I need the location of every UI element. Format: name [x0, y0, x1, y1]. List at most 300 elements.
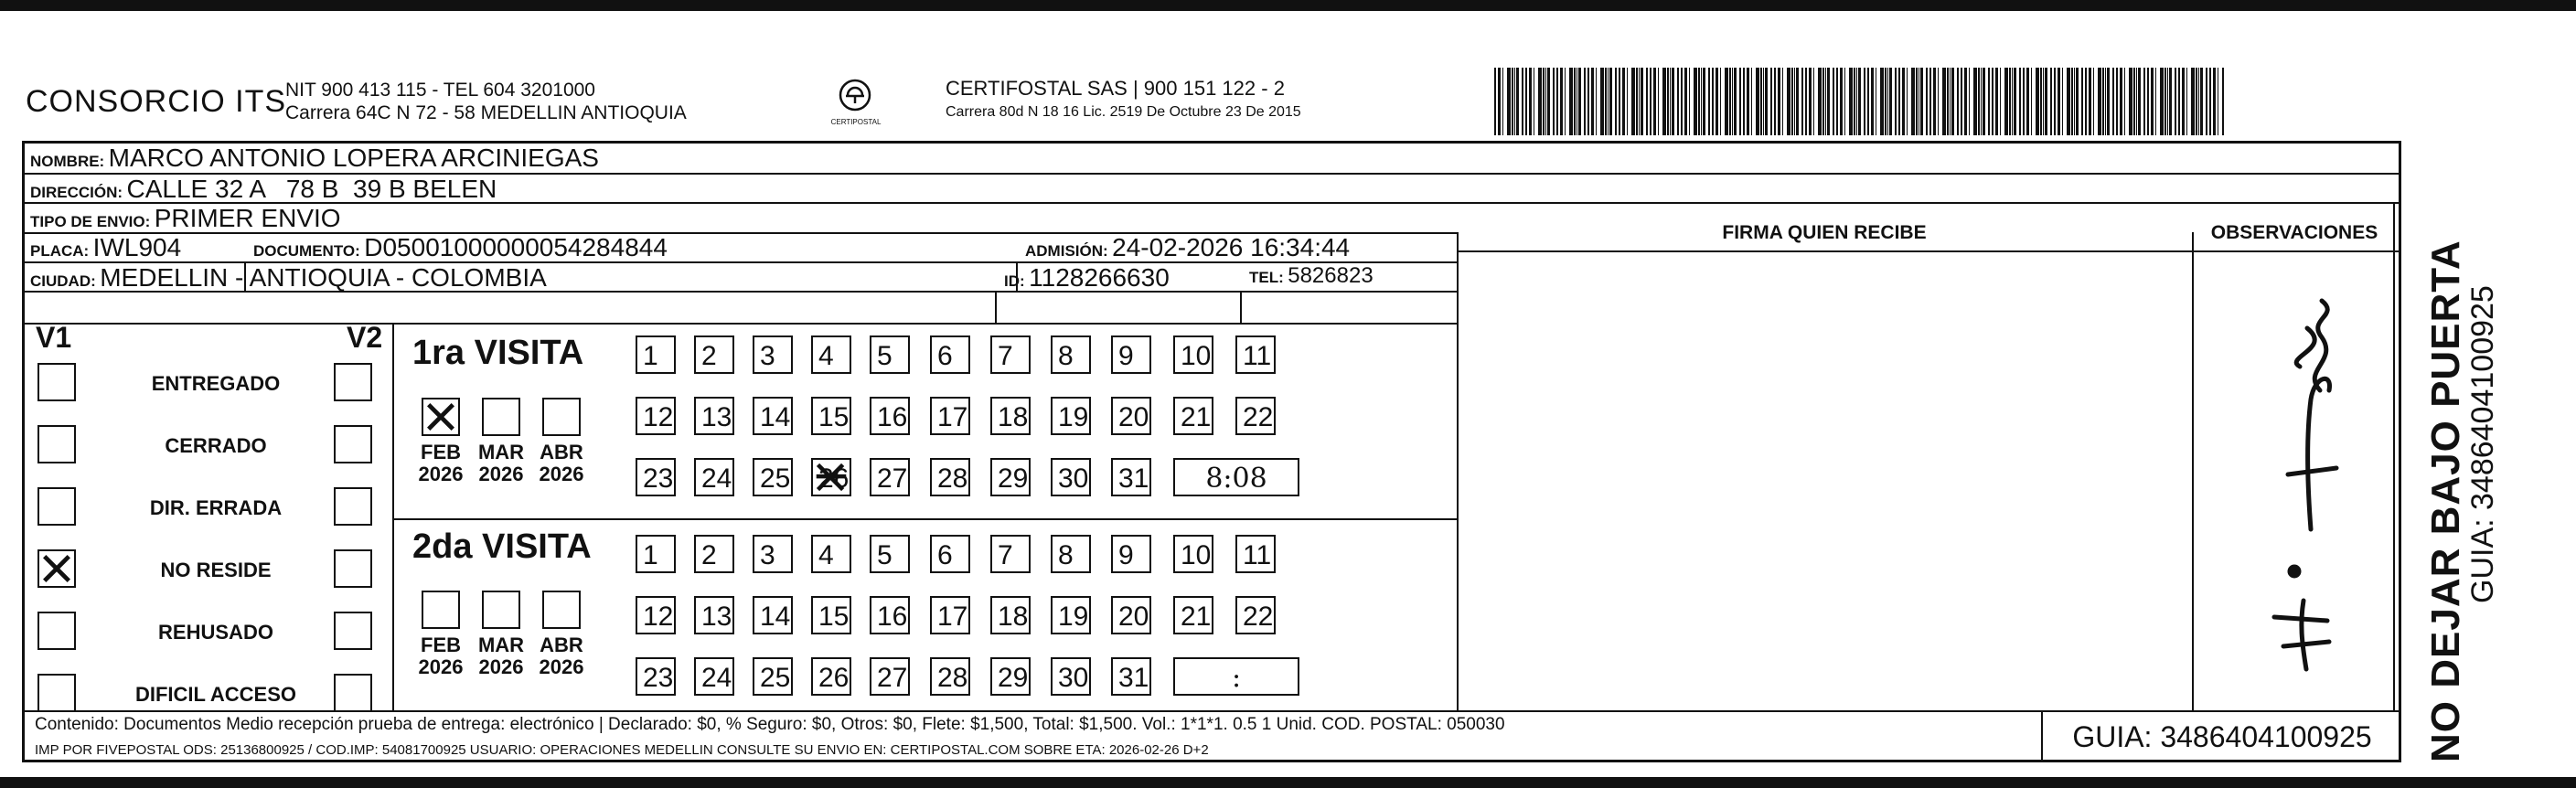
scribble-mark-icon — [813, 460, 850, 495]
barcode-bar — [1712, 68, 1714, 135]
day-number: 8 — [1058, 341, 1074, 371]
day-number: 13 — [701, 402, 732, 432]
day-cell[interactable] — [636, 657, 676, 696]
handwritten-signature — [2219, 281, 2375, 683]
day-number: 31 — [1118, 663, 1149, 693]
barcode-bar — [1938, 68, 1939, 135]
barcode-bar — [1961, 68, 1962, 135]
barcode-bar — [2120, 68, 2122, 135]
day-cell[interactable] — [1051, 458, 1091, 496]
day-number: 24 — [701, 463, 732, 494]
barcode-bar — [1694, 68, 1697, 135]
day-number: 5 — [877, 341, 893, 371]
day-cell[interactable] — [1111, 657, 1151, 696]
barcode-bar — [2098, 68, 2101, 135]
month-label: MAR 2026 — [477, 634, 525, 678]
reason-label: NO RESIDE — [160, 559, 272, 581]
v1-checkbox[interactable] — [37, 549, 76, 588]
barcode-bar — [1584, 68, 1586, 135]
day-number: 26 — [818, 663, 850, 693]
barcode-bar — [2102, 68, 2104, 135]
day-number: 28 — [937, 663, 968, 693]
v2-checkbox[interactable] — [334, 612, 372, 650]
barcode-bar — [1898, 68, 1900, 135]
day-cell[interactable] — [1111, 397, 1151, 435]
day-cell[interactable] — [753, 335, 793, 374]
barcode-bar — [1641, 68, 1643, 135]
placa-label: PLACA: — [30, 242, 90, 260]
day-number: 1 — [643, 540, 658, 570]
barcode-bar — [1929, 68, 1931, 135]
barcode-bar — [2206, 68, 2207, 135]
day-cell[interactable] — [1173, 596, 1213, 634]
admision-cell — [1025, 233, 1350, 262]
barcode-bar — [2036, 68, 2039, 135]
day-cell[interactable] — [753, 657, 793, 696]
barcode-bar — [2200, 68, 2203, 135]
barcode-bar — [1689, 68, 1690, 135]
rule — [1240, 291, 1242, 323]
day-cell[interactable] — [990, 535, 1031, 573]
day-number: 8 — [1058, 540, 1074, 570]
nit-line: NIT 900 413 115 - TEL 604 3201000 — [285, 80, 595, 101]
barcode-bar — [1615, 68, 1617, 135]
day-cell[interactable] — [1051, 335, 1091, 374]
barcode-bar — [2026, 68, 2029, 135]
barcode-bar — [1560, 68, 1563, 135]
day-number: 20 — [1118, 402, 1149, 432]
day-number: 17 — [937, 402, 968, 432]
barcode-bar — [2054, 68, 2056, 135]
time-box[interactable] — [1173, 458, 1299, 496]
barcode-bar — [1856, 68, 1857, 135]
day-number: 9 — [1118, 540, 1134, 570]
day-cell[interactable] — [930, 397, 970, 435]
barcode-bar — [1574, 68, 1576, 135]
day-number: 19 — [1058, 402, 1089, 432]
day-cell[interactable] — [1111, 458, 1151, 496]
observaciones-header: OBSERVACIONES — [2210, 222, 2378, 243]
footer-content: Contenido: Documentos Medio recepción prueba de entrega: electrónico | Declarado: $0, % Seguro: $0, Otros: $0, Flete: $1,500, Total: $1,500. Vol.: 1*1*1. 0.5 1 Unid. COD. POSTAL: 050030 — [35, 715, 1505, 734]
day-cell[interactable] — [1051, 596, 1091, 634]
day-cell[interactable] — [753, 535, 793, 573]
day-cell[interactable] — [1235, 535, 1276, 573]
barcode-bar — [1864, 68, 1865, 135]
barcode-bar — [1494, 68, 1496, 135]
placa-cell — [30, 233, 181, 262]
day-number: 3 — [760, 540, 775, 570]
barcode-bar — [1512, 68, 1513, 135]
day-number: 7 — [998, 341, 1013, 371]
barcode-bar — [1608, 68, 1609, 135]
barcode-bar — [1605, 68, 1607, 135]
barcode-bar — [2012, 68, 2013, 135]
day-cell[interactable] — [694, 596, 734, 634]
day-cell[interactable] — [636, 535, 676, 573]
day-cell[interactable] — [1173, 397, 1213, 435]
bottom-border — [0, 777, 2576, 788]
barcode — [1494, 68, 2224, 135]
certipostal-logo-icon — [834, 75, 876, 117]
time-box[interactable] — [1173, 657, 1299, 696]
barcode-bar — [1516, 68, 1519, 135]
day-cell[interactable] — [1173, 535, 1213, 573]
barcode-bar — [1765, 68, 1768, 135]
day-cell[interactable] — [753, 397, 793, 435]
barcode-bar — [1578, 68, 1581, 135]
day-number: 10 — [1181, 540, 1212, 570]
v1-checkbox[interactable] — [37, 674, 76, 712]
barcode-bar — [2178, 68, 2180, 135]
day-number: 26 — [818, 463, 850, 494]
day-number: 12 — [643, 402, 674, 432]
barcode-bar — [1978, 68, 1980, 135]
day-cell[interactable] — [870, 535, 910, 573]
barcode-bar — [2058, 68, 2060, 135]
rule — [25, 323, 1457, 325]
day-cell[interactable] — [990, 335, 1031, 374]
reason-label: DIR. ERRADA — [149, 496, 283, 519]
barcode-bar — [1670, 68, 1671, 135]
barcode-bar — [1926, 68, 1928, 135]
barcode-bar — [2076, 68, 2079, 135]
barcode-bar — [1569, 68, 1573, 135]
day-cell[interactable] — [694, 397, 734, 435]
barcode-bar — [1507, 68, 1511, 135]
barcode-bar — [1751, 68, 1752, 135]
day-number: 31 — [1118, 463, 1149, 494]
day-number: 3 — [760, 341, 775, 371]
day-number: 23 — [643, 463, 674, 494]
barcode-bar — [1591, 68, 1594, 135]
month-checkbox[interactable] — [422, 591, 460, 629]
day-number: 29 — [998, 463, 1029, 494]
top-border — [0, 0, 2576, 11]
barcode-bar — [1716, 68, 1718, 135]
barcode-bar — [1774, 68, 1776, 135]
day-number: 7 — [998, 540, 1013, 570]
day-cell[interactable] — [990, 657, 1031, 696]
day-number: 16 — [877, 402, 908, 432]
barcode-bar — [1844, 68, 1845, 135]
barcode-bar — [1565, 68, 1566, 135]
rule — [2393, 202, 2395, 710]
barcode-bar — [1587, 68, 1589, 135]
barcode-bar — [1525, 68, 1527, 135]
barcode-bar — [2074, 68, 2075, 135]
barcode-bar — [1833, 68, 1834, 135]
barcode-bar — [1818, 68, 1822, 135]
barcode-bar — [1667, 68, 1669, 135]
day-cell[interactable] — [1173, 335, 1213, 374]
barcode-bar — [1538, 68, 1542, 135]
day-cell[interactable] — [1111, 596, 1151, 634]
barcode-bar — [1708, 68, 1710, 135]
ciudad-value: MEDELLIN - ANTIOQUIA - COLOMBIA — [100, 263, 547, 292]
day-cell[interactable] — [811, 397, 851, 435]
day-cell[interactable] — [870, 458, 910, 496]
barcode-bar — [1556, 68, 1558, 135]
barcode-bar — [2071, 68, 2073, 135]
v2-checkbox[interactable] — [334, 674, 372, 712]
barcode-bar — [2116, 68, 2118, 135]
nombre-row — [30, 144, 599, 173]
day-cell[interactable] — [1111, 335, 1151, 374]
day-number: 16 — [877, 602, 908, 632]
day-number: 12 — [643, 602, 674, 632]
barcode-bar — [2000, 68, 2001, 135]
day-cell[interactable] — [870, 397, 910, 435]
day-cell[interactable] — [636, 335, 676, 374]
barcode-bar — [1650, 68, 1651, 135]
x-mark-icon — [423, 399, 458, 434]
day-cell[interactable] — [1051, 657, 1091, 696]
barcode-bar — [1849, 68, 1853, 135]
admision-label: ADMISIÓN: — [1025, 242, 1108, 260]
barcode-bar — [2222, 68, 2224, 135]
day-number: 5 — [877, 540, 893, 570]
day-cell[interactable] — [930, 657, 970, 696]
month-checkbox[interactable] — [482, 398, 520, 436]
month-label: FEB 2026 — [418, 441, 464, 485]
day-number: 20 — [1118, 602, 1149, 632]
barcode-bar — [2151, 68, 2154, 135]
day-number: 13 — [701, 602, 732, 632]
barcode-bar — [1743, 68, 1745, 135]
barcode-bar — [2169, 68, 2172, 135]
day-cell[interactable] — [753, 458, 793, 496]
tipo-label: TIPO DE ENVIO: — [30, 213, 151, 230]
barcode-bar — [1981, 68, 1982, 135]
barcode-bar — [1911, 68, 1915, 135]
barcode-bar — [1653, 68, 1656, 135]
documento-label: DOCUMENTO: — [253, 242, 360, 260]
day-cell[interactable] — [930, 596, 970, 634]
barcode-bar — [2023, 68, 2025, 135]
barcode-bar — [2133, 68, 2135, 135]
day-number: 2 — [701, 540, 717, 570]
day-number: 18 — [998, 402, 1029, 432]
barcode-bar — [1760, 68, 1762, 135]
barcode-bar — [2062, 68, 2063, 135]
barcode-bar — [1840, 68, 1843, 135]
v1-checkbox[interactable] — [37, 612, 76, 650]
barcode-bar — [2031, 68, 2032, 135]
barcode-bar — [1992, 68, 1993, 135]
barcode-bar — [1907, 68, 1908, 135]
barcode-bar — [1547, 68, 1550, 135]
barcode-bar — [2138, 68, 2141, 135]
barcode-bar — [1529, 68, 1532, 135]
v1-checkbox[interactable] — [37, 425, 76, 463]
day-cell[interactable] — [636, 458, 676, 496]
day-cell[interactable] — [694, 535, 734, 573]
day-cell[interactable] — [990, 596, 1031, 634]
side-guia: GUIA: 3486404100925 — [2465, 285, 2500, 603]
barcode-bar — [1756, 68, 1759, 135]
carrier-line: CERTIFOSTAL SAS | 900 151 122 - 2 — [946, 77, 1285, 100]
barcode-bar — [1973, 68, 1977, 135]
day-number: 4 — [818, 540, 834, 570]
day-number: 2 — [701, 341, 717, 371]
day-cell[interactable] — [870, 596, 910, 634]
carrier-address: Carrera 80d N 18 16 Lic. 2519 De Octubre 23 De 2015 — [946, 104, 1301, 120]
v2-checkbox[interactable] — [334, 487, 372, 526]
barcode-bar — [1600, 68, 1604, 135]
barcode-bar — [1885, 68, 1887, 135]
barcode-bar — [1794, 68, 1795, 135]
rule — [392, 323, 394, 710]
month-checkbox[interactable] — [542, 591, 581, 629]
barcode-bar — [2045, 68, 2047, 135]
day-cell[interactable] — [930, 535, 970, 573]
barcode-bar — [2213, 68, 2216, 135]
day-cell[interactable] — [1235, 596, 1276, 634]
month-checkbox[interactable] — [542, 398, 581, 436]
day-cell[interactable] — [811, 458, 851, 496]
day-number: 24 — [701, 663, 732, 693]
day-number: 21 — [1181, 602, 1212, 632]
day-number: 6 — [937, 341, 953, 371]
day-cell[interactable] — [694, 335, 734, 374]
day-cell[interactable] — [636, 596, 676, 634]
barcode-bar — [1836, 68, 1838, 135]
day-cell[interactable] — [694, 458, 734, 496]
barcode-bar — [1778, 68, 1780, 135]
month-checkbox[interactable] — [422, 398, 460, 436]
barcode-bar — [1662, 68, 1666, 135]
shipping-form — [22, 141, 2401, 762]
barcode-bar — [2209, 68, 2211, 135]
barcode-bar — [2198, 68, 2199, 135]
barcode-bar — [2009, 68, 2011, 135]
day-cell[interactable] — [990, 458, 1031, 496]
barcode-bar — [2085, 68, 2087, 135]
day-cell[interactable] — [811, 335, 851, 374]
day-cell[interactable] — [636, 397, 676, 435]
barcode-bar — [1801, 68, 1803, 135]
month-label: ABR 2026 — [539, 441, 584, 485]
barcode-bar — [2155, 68, 2156, 135]
barcode-bar — [1933, 68, 1936, 135]
barcode-bar — [2043, 68, 2044, 135]
day-cell[interactable] — [990, 397, 1031, 435]
no-dejar-bajo-puerta: NO DEJAR BAJO PUERTA — [2423, 240, 2468, 762]
barcode-bar — [1770, 68, 1772, 135]
id-label: ID: — [1004, 272, 1025, 290]
day-cell[interactable] — [1051, 535, 1091, 573]
barcode-bar — [1729, 68, 1731, 135]
day-cell[interactable] — [930, 458, 970, 496]
day-cell[interactable] — [811, 596, 851, 634]
barcode-bar — [2105, 68, 2106, 135]
barcode-bar — [2191, 68, 2195, 135]
day-number: 1 — [643, 341, 658, 371]
admision-value: 24-02-2026 16:34:44 — [1112, 233, 1351, 261]
barcode-bar — [1957, 68, 1959, 135]
day-cell[interactable] — [811, 535, 851, 573]
day-cell[interactable] — [811, 657, 851, 696]
logo-text: CERTIPOSTAL — [830, 118, 882, 126]
direccion-row — [30, 175, 497, 204]
day-cell[interactable] — [930, 335, 970, 374]
barcode-bar — [1983, 68, 1985, 135]
barcode-bar — [1805, 68, 1807, 135]
day-cell[interactable] — [870, 335, 910, 374]
barcode-bar — [1703, 68, 1705, 135]
barcode-bar — [1545, 68, 1546, 135]
day-number: 18 — [998, 602, 1029, 632]
day-cell[interactable] — [1111, 535, 1151, 573]
day-number: 30 — [1058, 663, 1089, 693]
barcode-bar — [2093, 68, 2094, 135]
v2-checkbox[interactable] — [334, 549, 372, 588]
day-number: 15 — [818, 602, 850, 632]
barcode-bar — [1916, 68, 1918, 135]
barcode-bar — [2004, 68, 2008, 135]
barcode-bar — [2160, 68, 2164, 135]
day-cell[interactable] — [1235, 335, 1276, 374]
day-number: 25 — [760, 463, 791, 494]
barcode-bar — [1701, 68, 1702, 135]
barcode-bar — [1887, 68, 1888, 135]
barcode-bar — [1880, 68, 1884, 135]
day-number: 14 — [760, 602, 791, 632]
barcode-bar — [1658, 68, 1659, 135]
month-label: MAR 2026 — [477, 441, 525, 485]
day-number: 11 — [1243, 540, 1272, 570]
day-number: 9 — [1118, 341, 1134, 371]
day-cell[interactable] — [1051, 397, 1091, 435]
day-number: 29 — [998, 663, 1029, 693]
visit1-title: 1ra VISITA — [412, 334, 584, 372]
barcode-bar — [1867, 68, 1869, 135]
barcode-bar — [2186, 68, 2187, 135]
barcode-bar — [1969, 68, 1970, 135]
v2-checkbox[interactable] — [334, 363, 372, 401]
documento-cell — [253, 233, 668, 262]
barcode-bar — [1739, 68, 1741, 135]
v1-checkbox[interactable] — [37, 363, 76, 401]
barcode-bar — [1871, 68, 1874, 135]
tel-label: TEL: — [1249, 269, 1284, 286]
ciudad-label: CIUDAD: — [30, 272, 96, 290]
day-number: 19 — [1058, 602, 1089, 632]
tipo-value: PRIMER ENVIO — [154, 204, 341, 232]
day-cell[interactable] — [694, 657, 734, 696]
barcode-bar — [1950, 68, 1951, 135]
barcode-bar — [1947, 68, 1949, 135]
day-number: 10 — [1181, 341, 1212, 371]
v1-checkbox[interactable] — [37, 487, 76, 526]
day-cell[interactable] — [1235, 397, 1276, 435]
barcode-bar — [1677, 68, 1679, 135]
barcode-bar — [1522, 68, 1523, 135]
direccion-label: DIRECCIÓN: — [30, 184, 123, 201]
barcode-bar — [1854, 68, 1855, 135]
documento-value: D05001000000054284844 — [364, 233, 668, 261]
v2-checkbox[interactable] — [334, 425, 372, 463]
barcode-bar — [1681, 68, 1683, 135]
barcode-bar — [1813, 68, 1814, 135]
time-value: : — [1231, 662, 1242, 694]
day-cell[interactable] — [753, 596, 793, 634]
day-cell[interactable] — [870, 657, 910, 696]
barcode-bar — [1639, 68, 1640, 135]
tel-value: 5826823 — [1288, 263, 1374, 288]
barcode-bar — [1951, 68, 1954, 135]
month-checkbox[interactable] — [482, 591, 520, 629]
